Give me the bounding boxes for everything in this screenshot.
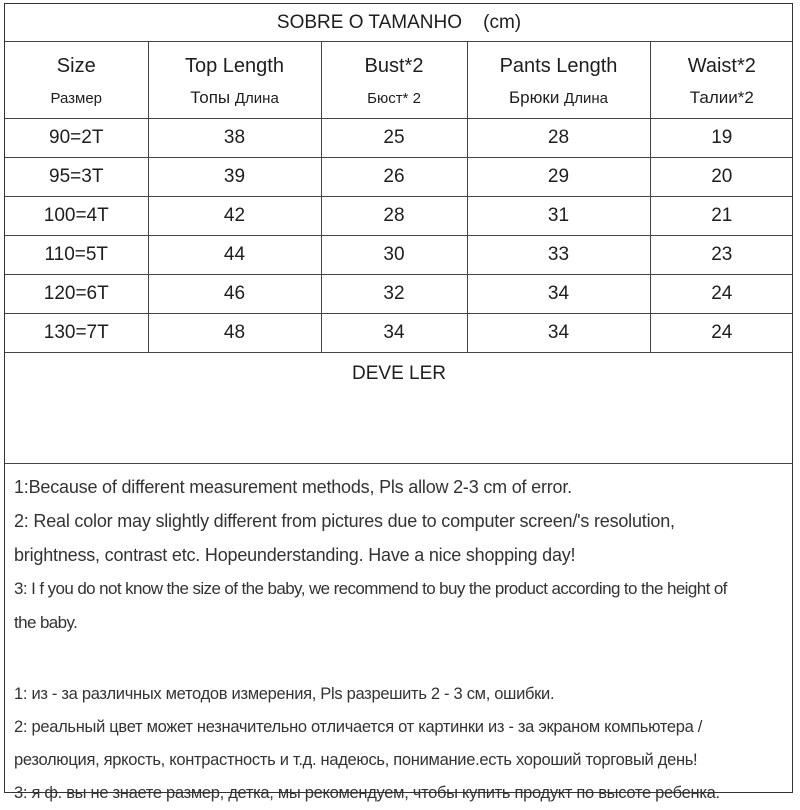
table-row <box>5 314 793 353</box>
note-ru-2: 2: реальный цвет может незначительно отличается от картинки из - за экраном компьютера / <box>14 718 703 736</box>
cell-size: 120=6T <box>5 275 148 314</box>
note-ru-1: 1: из - за различных методов измерения, Pls разрешить 2 - 3 см, ошибки. <box>14 685 555 703</box>
table-row <box>5 275 793 314</box>
table-row <box>5 197 793 236</box>
note-en-2: 2: Real color may slightly different from pictures due to computer screen/'s resolution, <box>14 511 675 531</box>
cell-waist: 21 <box>650 197 793 236</box>
cell-size: 130=7T <box>5 314 148 353</box>
cell-bust: 25 <box>321 119 467 158</box>
cell-waist: 23 <box>650 236 793 275</box>
table-row <box>5 236 793 275</box>
chart-title: SOBRE O TAMANHO (cm) <box>5 4 793 42</box>
cell-size: 90=2T <box>5 119 148 158</box>
size-chart-sheet <box>4 3 793 802</box>
header-pants-length: Pants Length Брюки Длина <box>467 42 650 119</box>
header-size: Size Размер <box>5 42 148 119</box>
note-en-3-cont: the baby. <box>14 613 78 632</box>
size-table <box>5 4 793 464</box>
table-row <box>5 158 793 197</box>
cell-pants-length: 29 <box>467 158 650 197</box>
note-ru-2-cont: резолюция, яркость, контрастность и т.д. надеюсь, понимание.есть хороший торговый день! <box>14 751 698 769</box>
cell-waist: 24 <box>650 275 793 314</box>
header-bust: Bust*2 Бюст* 2 <box>321 42 467 119</box>
cell-top-length: 38 <box>148 119 321 158</box>
note-ru-3: 3: я ф. вы не знаете размер, детка, мы рекомендуем, чтобы купить продукт по высоте ребенка. <box>14 784 720 802</box>
cell-bust: 26 <box>321 158 467 197</box>
table-row <box>5 119 793 158</box>
cell-pants-length: 33 <box>467 236 650 275</box>
note-en-1: 1:Because of different measurement methods, Pls allow 2-3 cm of error. <box>14 477 572 497</box>
cell-bust: 28 <box>321 197 467 236</box>
cell-top-length: 44 <box>148 236 321 275</box>
cell-top-length: 42 <box>148 197 321 236</box>
note-en-2-cont: brightness, contrast etc. Hopeunderstanding. Have a nice shopping day! <box>14 545 576 565</box>
cell-top-length: 39 <box>148 158 321 197</box>
must-read-heading: DEVE LER <box>5 353 793 464</box>
cell-bust: 30 <box>321 236 467 275</box>
cell-size: 110=5T <box>5 236 148 275</box>
cell-waist: 24 <box>650 314 793 353</box>
cell-bust: 34 <box>321 314 467 353</box>
cell-size: 95=3T <box>5 158 148 197</box>
cell-pants-length: 31 <box>467 197 650 236</box>
notes-section <box>5 464 792 810</box>
cell-bust: 32 <box>321 275 467 314</box>
cell-top-length: 48 <box>148 314 321 353</box>
note-en-3: 3: I f you do not know the size of the baby, we recommend to buy the product according to the height of <box>14 579 727 598</box>
cell-waist: 20 <box>650 158 793 197</box>
notes-spacer <box>14 640 782 678</box>
cell-pants-length: 34 <box>467 275 650 314</box>
cell-top-length: 46 <box>148 275 321 314</box>
cell-pants-length: 34 <box>467 314 650 353</box>
header-top-length: Top Length Топы Длина <box>148 42 321 119</box>
header-row <box>5 42 793 119</box>
header-waist: Waist*2 Талии*2 <box>650 42 793 119</box>
cell-waist: 19 <box>650 119 793 158</box>
cell-size: 100=4T <box>5 197 148 236</box>
cell-pants-length: 28 <box>467 119 650 158</box>
